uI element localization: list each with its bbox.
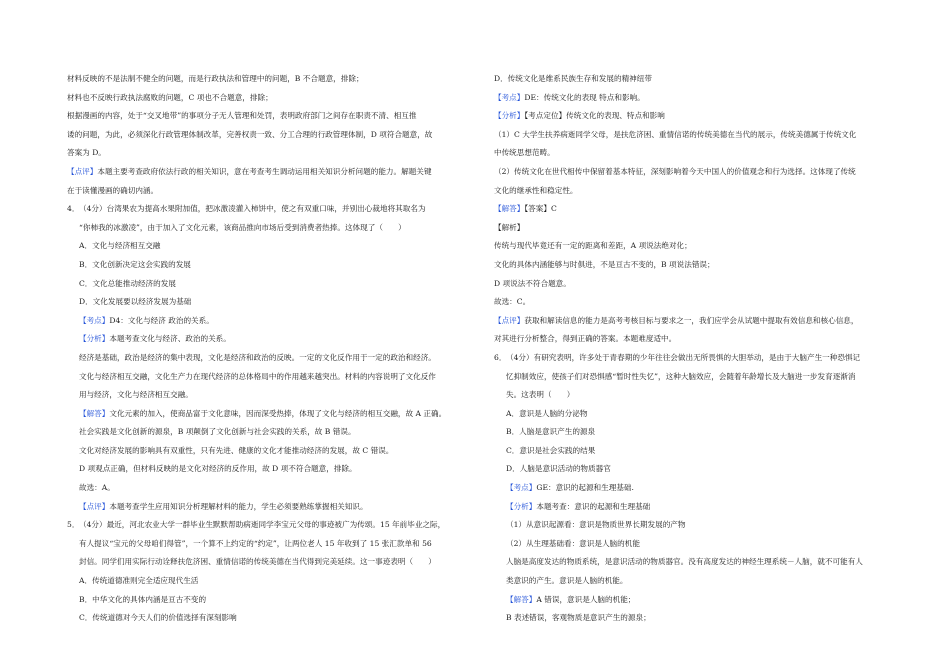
- line-text: 材料也不反映行政执法腐败的问题，C 项也不合题意，排除；: [67, 92, 273, 102]
- line-text: 传统与现代毕竟还有一定的距离和差距，A 项说法绝对化；: [494, 241, 692, 251]
- line-text: GE：意识的起源和生理基础.: [536, 483, 634, 493]
- line-text: 用与经济，文化与经济相互交融。: [79, 390, 193, 400]
- line-text: 本题主要考查政府依法行政的相关知识，意在考查考生调动运用相关知识分析问题的能力。解题关键: [97, 166, 432, 176]
- line-text: （4分）有研究表明，许多处于青春期的少年往往会做出无所畏惧的大胆举动，是由于大脑产生一种恐惧记: [506, 352, 861, 362]
- text-line: [494, 572, 894, 591]
- text-line: [494, 368, 894, 387]
- line-text: 故选：C。: [494, 297, 531, 307]
- text-line: [67, 70, 467, 89]
- text-line: [494, 312, 894, 331]
- line-text: 人脑是高度发达的物质系统，是意识活动的物质器官。没有高度发达的神经生理系统－人脑，就不可能有人: [506, 557, 863, 567]
- left-column: [67, 70, 467, 628]
- text-line: [67, 516, 467, 535]
- text-line: [494, 330, 894, 349]
- text-line: [494, 144, 894, 163]
- text-line: [67, 256, 467, 275]
- text-line: [494, 442, 894, 461]
- line-text: 根据漫画的内容，处于“交叉地带”的事项分子无人管理和处罚，表明政府部门之间存在职责不清、相互推: [67, 111, 417, 121]
- line-text: 本题考查文化与经济、政治的关系。: [109, 334, 231, 344]
- text-line: [67, 182, 467, 201]
- line-text: 文化与经济相互交融，文化生产力在现代经济的总体格局中的作用越来越突出。材料的内容说明了文化反作: [79, 371, 436, 381]
- section-tag: 【分析】: [506, 501, 537, 511]
- text-line: [67, 312, 467, 331]
- line-text: 有人提议“宝元的父母咱们得管”，一个算不上约定的“约定”，让两位老人 15 年收到了 15 张汇款单和 56: [79, 538, 432, 548]
- text-line: [494, 219, 894, 238]
- text-line: [67, 293, 467, 312]
- line-text: 文化元素的加入，使商品富于文化意味，因而深受热捧，体现了文化与经济的相互交融，故 A 正确。: [109, 408, 447, 418]
- text-line: [494, 386, 894, 405]
- text-line: [67, 144, 467, 163]
- section-tag: 【考点】: [506, 483, 537, 493]
- line-text: C．传统道德对今天人们的价值选择有深刻影响: [79, 613, 237, 623]
- section-tag: 【考点】: [494, 92, 525, 102]
- line-text: 经济是基础，政治是经济的集中表现，文化是经济和政治的反映。一定的文化反作用于一定的政治和经济。: [79, 352, 436, 362]
- text-line: [67, 330, 467, 349]
- text-line: [67, 460, 467, 479]
- right-column: [494, 70, 894, 628]
- line-text: A．文化与经济相互交融: [79, 241, 161, 251]
- line-text: （2）从生理基础看：意识是人脑的机能: [506, 538, 640, 548]
- line-text: “你柿我的冰激凌”，由于加入了文化元素，该商品推向市场后受到消费者热捧。这体现了（ ）: [79, 222, 406, 232]
- line-text: 本题考查学生应用知识分析理解材料的能力，学生必须要熟练掌握相关知识。: [109, 501, 368, 511]
- text-line: [494, 237, 894, 256]
- section-tag: 【解答】: [494, 204, 525, 214]
- line-text: D．传统文化是维系民族生存和发展的精神纽带: [494, 74, 652, 83]
- text-line: [494, 609, 894, 628]
- question-number: 5．: [67, 520, 80, 530]
- line-text: D 项观点正确，但材料反映的是文化对经济的反作用，故 D 项不符合题意，排除。: [79, 464, 357, 474]
- text-line: [67, 386, 467, 405]
- line-text: 忆抑制效应，使孩子们对恐惧感“暂时性失忆”，这种大脑效应，会随着年龄增长及大脑进一步发育逐渐消: [506, 371, 856, 381]
- text-line: [67, 479, 467, 498]
- question-number: 4．: [67, 204, 80, 214]
- line-text: 社会实践是文化创新的源泉，B 项颠倒了文化创新与社会实践的关系，故 B 错误。: [79, 427, 356, 437]
- line-text: （4分）台湾果农为提高水果附加值，把冰激凌灌入柿饼中，使之有双重口味，并别出心裁地将其取名为: [79, 204, 426, 214]
- line-text: （4分）最近，河北农业大学一群毕业生默默帮助病逝同学李宝元父母的事迹被广为传颂。15 年前毕业之际，: [79, 520, 446, 530]
- text-line: [67, 553, 467, 572]
- text-line: [494, 349, 894, 368]
- line-text: A 错误，意识是人脑的机能；: [536, 594, 636, 604]
- line-text: （1）从意识起源看：意识是物质世界长期发展的产物: [506, 520, 686, 530]
- line-text: 类意识的产生。意识是人脑的机能。: [506, 576, 628, 586]
- text-line: [67, 368, 467, 387]
- line-text: 在于读懂漫画的确切内涵。: [67, 185, 159, 195]
- text-line: [67, 442, 467, 461]
- text-line: [67, 609, 467, 628]
- text-line: [494, 293, 894, 312]
- section-tag: 【解答】: [506, 594, 537, 604]
- section-tag: 【分析】: [79, 334, 110, 344]
- text-line: [494, 107, 894, 126]
- text-line: [494, 70, 894, 89]
- line-text: DE：传统文化的表现 特点和影响。: [524, 92, 645, 102]
- text-line: [67, 423, 467, 442]
- text-line: [494, 275, 894, 294]
- text-line: [494, 460, 894, 479]
- line-text: 【解析】: [494, 222, 525, 232]
- text-line: [494, 405, 894, 424]
- text-line: [494, 163, 894, 182]
- line-text: 失。这表明（ ）: [506, 390, 575, 400]
- text-line: [494, 516, 894, 535]
- text-line: [494, 553, 894, 572]
- line-text: D．文化发展要以经济发展为基础: [79, 297, 192, 307]
- line-text: 【答案】C: [524, 204, 557, 214]
- section-tag: 【考点】: [79, 315, 110, 325]
- line-text: D．人脑是意识活动的物质器官: [506, 464, 611, 474]
- text-line: [67, 126, 467, 145]
- section-tag: 【点评】: [494, 315, 525, 325]
- text-line: [494, 479, 894, 498]
- line-text: B．人脑是意识产生的源泉: [506, 427, 596, 437]
- text-line: [494, 200, 894, 219]
- text-line: [494, 423, 894, 442]
- text-line: [494, 182, 894, 201]
- text-line: [67, 200, 467, 219]
- text-line: [67, 89, 467, 108]
- line-text: 对其进行分析整合，得到正确的答案。本题难度适中。: [494, 334, 677, 344]
- text-line: [494, 126, 894, 145]
- line-text: （2）传统文化在世代相传中保留着基本特征，深刻影响着今天中国人的价值观念和行为选择。这体现了传统: [494, 166, 856, 176]
- text-line: [67, 572, 467, 591]
- text-line: [67, 498, 467, 517]
- section-tag: 【点评】: [67, 166, 98, 176]
- line-text: B．中华文化的具体内涵是亘古不变的: [79, 594, 207, 604]
- question-number: 6．: [494, 352, 507, 362]
- text-line: [67, 405, 467, 424]
- text-line: [67, 275, 467, 294]
- text-line: [67, 237, 467, 256]
- line-text: 诿的问题，为此，必须深化行政管理体制改革，完善权责一致、分工合理的行政管理体制，D 项符合题意，故: [67, 129, 433, 139]
- line-text: C．文化总能推动经济的发展: [79, 278, 176, 288]
- line-text: A．传统道德准则完全适应现代生活: [79, 576, 199, 586]
- line-text: 获取和解读信息的能力是高考考核目标与要求之一，我们应学会从试题中提取有效信息和核心信息，: [524, 315, 859, 325]
- line-text: （1）C 大学生扶养病逝同学父母，是扶危济困、重情信诺的传统美德在当代的展示，传统美德属于传统文化: [494, 129, 857, 139]
- line-text: 【考点定位】传统文化的表现、特点和影响: [524, 111, 665, 121]
- section-tag: 【分析】: [494, 111, 525, 121]
- text-line: [67, 349, 467, 368]
- text-line: [494, 535, 894, 554]
- text-line: [494, 89, 894, 108]
- text-line: [67, 219, 467, 238]
- text-line: [67, 107, 467, 126]
- line-text: C．意识是社会实践的结果: [506, 445, 596, 455]
- text-line: [494, 591, 894, 610]
- line-text: 材料反映的不是法制不健全的问题，而是行政执法和管理中的问题，B 不合题意，排除；: [67, 74, 364, 83]
- line-text: 文化对经济发展的影响具有双重性，只有先进、健康的文化才能推动经济的发展，故 C 错误。: [79, 445, 394, 455]
- line-text: 文化的具体内涵能够与时俱进，不是亘古不变的，B 项说法错误；: [494, 259, 715, 269]
- line-text: D 项说法不符合题意。: [494, 278, 571, 288]
- line-text: 文化的继承性和稳定性。: [494, 185, 578, 195]
- line-text: D4：文化与经济 政治的关系。: [109, 315, 214, 325]
- line-text: 答案为 D。: [67, 148, 106, 158]
- line-text: 封信。同学们用实际行动诠释扶危济困、重情信诺的传统美德在当代得到完美延续。这一事迹表明（ ）: [79, 557, 436, 567]
- line-text: 本题考查：意识的起源和生理基础: [536, 501, 651, 511]
- line-text: 中传统思想范畴。: [494, 148, 555, 158]
- text-line: [67, 163, 467, 182]
- line-text: A．意识是人脑的分泌物: [506, 408, 588, 418]
- text-line: [494, 498, 894, 517]
- line-text: 故选：A。: [79, 483, 115, 493]
- text-line: [67, 591, 467, 610]
- text-line: [494, 256, 894, 275]
- text-line: [67, 535, 467, 554]
- section-tag: 【解答】: [79, 408, 110, 418]
- line-text: B 表述错误，客观物质是意识产生的源泉；: [506, 613, 651, 623]
- section-tag: 【点评】: [79, 501, 110, 511]
- line-text: B．文化创新决定这会实践的发展: [79, 259, 191, 269]
